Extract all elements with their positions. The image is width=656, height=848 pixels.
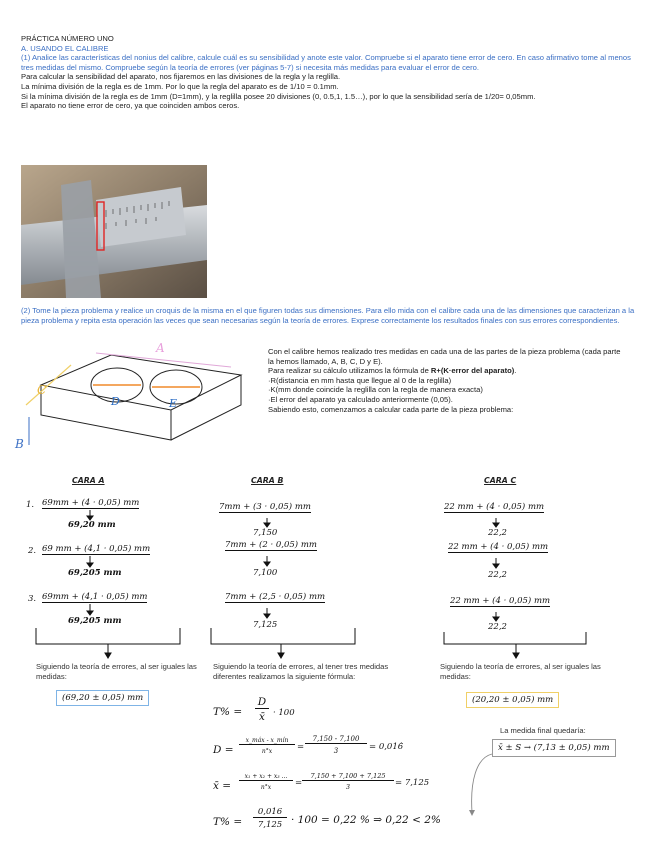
measure-expr: 22 mm + (4 · 0,05) mm: [448, 542, 549, 552]
measure-expr: 69 mm + (4,1 · 0,05) mm: [42, 544, 151, 554]
question-1: (1) Analice las características del nonius del calibre, calcule cuál es su sensibilidad y anote este valor. Compruebe si el aparato tiene error de cero. En caso afirmativo tome al menos tres medidas del mismo. Compruebe según la teoría de errores (ver páginas 5-7) si necesita más medidas para evaluar el error de cero.: [21, 53, 631, 72]
final-label: La medida final quedaría:: [500, 726, 586, 735]
cara-a-arrows: [20, 476, 210, 666]
answer-line-3: Si la mínima división de la regla es de 1mm (D=1mm), y la reglilla posee 20 divisiones (0, 0.5,1, 1.5…), por lo que la sensibilidad sería de 1/20= 0,05mm.: [21, 91, 536, 101]
formula-d-result: = 0,016̂: [369, 742, 404, 752]
label-d: D: [111, 395, 120, 408]
measure-result: 69,205 mm: [68, 568, 122, 578]
explanation-formula-line: Para realizar su cálculo utilizamos la fórmula de R+(K·error del aparato).: [268, 366, 517, 376]
cara-a-note: Siguiendo la teoría de errores, al ser iguales las medidas:: [36, 662, 197, 681]
formula-t-lhs: T% =: [213, 706, 243, 718]
measure-number: 2.: [28, 546, 37, 556]
formula-x-result: = 7,125: [395, 778, 430, 788]
measure-number: 1.: [26, 500, 35, 510]
formula-d-num: x_máx - x_mín: [239, 737, 295, 745]
formula-t-den: x̄: [259, 711, 265, 723]
answer-line-2: La mínima división de la regla es de 1mm. Por lo que la regla del aparato es de 1/10 = 0.1mm.: [21, 81, 339, 91]
explanation-intro: Con el calibre hemos realizado tres medidas en cada una de las partes de la pieza problema (cada parte la hemos llamado, A, B, C, D y E).: [268, 347, 621, 366]
formula-d-den2: 3: [333, 747, 339, 755]
cara-b-title: CARA B: [251, 476, 284, 485]
formula-t-rhs: · 100: [273, 708, 295, 718]
measure-number: 3.: [28, 594, 37, 604]
header: [21, 34, 636, 111]
measure-expr: 22 mm + (4 · 0,05) mm: [450, 596, 551, 606]
formula-text: R+(K·error del aparato): [430, 366, 515, 376]
cara-a-title: CARA A: [72, 476, 105, 485]
measure-result: 22,2: [488, 622, 507, 632]
cara-b-note: Siguiendo la teoría de errores, al tener tres medidas diferentes realizamos la siguiente fórmula:: [213, 662, 389, 681]
explanation: [268, 347, 628, 414]
explanation-closing: Sabiendo esto, comenzamos a calcular cada parte de la pieza problema:: [268, 404, 514, 414]
explanation-item: ·El error del aparato ya calculado anteriormente (0,05).: [268, 394, 453, 404]
connector-arrow: [462, 752, 502, 822]
formula-x-eq: =: [295, 778, 303, 788]
formula-t2-den: 7,125: [257, 820, 283, 830]
cara-a: [20, 476, 210, 703]
formula-x-num2: 7,150 + 7,100 + 7,125: [302, 772, 394, 781]
measure-expr: 7mm + (3 · 0,05) mm: [219, 502, 311, 512]
cara-b: [205, 476, 445, 830]
cara-c-title: CARA C: [484, 476, 517, 485]
formula-x-den: n°x: [260, 784, 272, 791]
formula-t-num: D: [255, 696, 269, 709]
label-b: B: [15, 437, 24, 451]
formula-pre: Para realizar su cálculo utilizamos la fórmula de: [268, 366, 431, 376]
measure-expr: 69mm + (4 · 0,05) mm: [42, 498, 140, 508]
cara-b-arrows: [205, 476, 445, 666]
explanation-item: ·K(mm donde coincide la reglilla con la regla de manera exacta): [268, 385, 483, 395]
explanation-item: ·R(distancia en mm hasta que llegue al 0 de la reglilla): [268, 375, 452, 385]
question-2: (2) Tome la pieza problema y realice un croquis de la misma en el que figuren todas sus dimensiones. Para ello mida con el calibre cada una de las dimensiones que caracterizan a la pieza problema y repita esta operación las veces que sean necesarias según la teoría de errores. Exprese correctamente los resultados finales con sus errores correspondientes.: [21, 306, 635, 325]
page-title: PRÁCTICA NÚMERO UNO: [21, 34, 114, 43]
section-title: A. USANDO EL CALIBRE: [21, 43, 109, 53]
caliper-photo: [21, 165, 207, 298]
answer-line-4: El aparato no tiene error de cero, ya que coinciden ambos ceros.: [21, 101, 240, 111]
cara-c-arrows: [436, 476, 636, 666]
measure-expr: 22 mm + (4 · 0,05) mm: [444, 502, 545, 512]
formula-t2-lhs: T% =: [213, 816, 243, 828]
label-c: C: [37, 383, 47, 397]
piece-sketch: [15, 341, 261, 460]
formula-t2-num: 0,016: [253, 807, 287, 818]
final-value-box: x̄ ± S → (7,13 ± 0,05) mm: [492, 739, 616, 757]
measure-result: 69,20 mm: [68, 520, 116, 530]
formula-d-den: n°x: [261, 748, 273, 755]
cara-a-final: (69,20 ± 0,05) mm: [56, 690, 149, 706]
measure-expr: 69mm + (4,1 · 0,05) mm: [42, 592, 148, 602]
formula-d-eq: =: [297, 742, 305, 752]
label-a: A: [156, 341, 165, 355]
cara-c: [436, 476, 636, 705]
formula-d-lhs: D =: [213, 744, 234, 756]
measure-result: 7,150: [253, 528, 278, 538]
formula-x-num: x₁ + x₂ + x₃ ...: [239, 773, 293, 781]
answer-line-1: Para calcular la sensibilidad del aparato, nos fijaremos en las divisiones de la regla y la reglilla.: [21, 72, 341, 82]
measure-expr: 7mm + (2 · 0,05) mm: [225, 540, 317, 550]
formula-x-den2: 3: [345, 783, 351, 791]
formula-d-num2: 7,150 - 7,100: [305, 735, 367, 744]
cara-c-final: (20,20 ± 0,05) mm: [466, 692, 559, 708]
formula-t2-result: · 100 = 0,22 % ⇒ 0,22 < 2%: [291, 814, 441, 826]
cara-c-note: Siguiendo la teoría de errores, al ser iguales las medidas:: [440, 662, 601, 681]
measure-result: 22,2: [488, 528, 507, 538]
measure-result: 22,2: [488, 570, 507, 580]
measure-result: 69,205 mm: [68, 616, 122, 626]
measure-result: 7,100: [253, 568, 278, 578]
formula-x-lhs: x̄ =: [213, 780, 232, 792]
measure-result: 7,125: [253, 620, 278, 630]
label-e: E: [169, 397, 178, 410]
measure-expr: 7mm + (2,5 · 0,05) mm: [225, 592, 326, 602]
